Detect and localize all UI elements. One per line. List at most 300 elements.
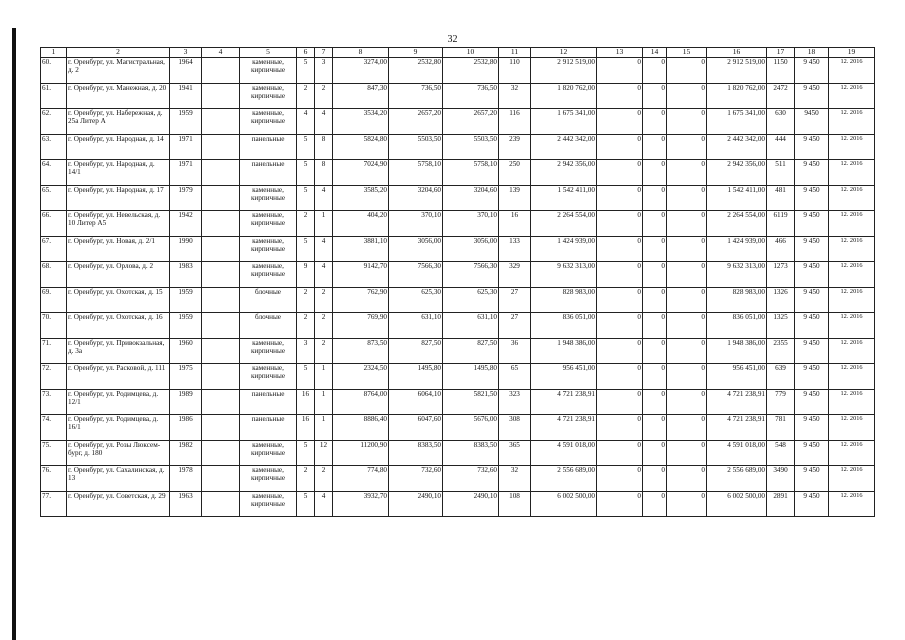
column-13-cell: 0 [597,389,643,415]
row-number: 64. [41,160,67,186]
column-4-cell [202,389,240,415]
column-12-cell: 2 912 519,00 [531,58,597,84]
column-11-cell: 65 [499,364,531,390]
floors-cell: 5 [297,58,315,84]
column-9-cell: 625,30 [389,287,443,313]
entrances-cell: 1 [315,415,333,441]
column-10-cell: 5758,10 [443,160,499,186]
column-8-cell: 7024,90 [333,160,389,186]
address-cell: г. Оренбург, ул. Расковой, д. 111 [67,364,170,390]
column-13-cell: 0 [597,134,643,160]
floors-cell: 5 [297,440,315,466]
column-9-cell: 2657,20 [389,109,443,135]
column-15-cell: 0 [667,415,707,441]
column-header-16: 16 [707,48,767,58]
column-18-cell: 9 450 [795,160,829,186]
column-4-cell [202,236,240,262]
column-13-cell: 0 [597,83,643,109]
entrances-cell: 8 [315,134,333,160]
row-number: 77. [41,491,67,517]
column-18-cell: 9450 [795,109,829,135]
entrances-cell: 4 [315,185,333,211]
floors-cell: 5 [297,236,315,262]
column-14-cell: 0 [643,313,667,339]
row-number: 76. [41,466,67,492]
column-19-cell: 12. 2016 [829,211,875,237]
column-14-cell: 0 [643,262,667,288]
column-9-cell: 1495,80 [389,364,443,390]
entrances-cell: 2 [315,83,333,109]
column-12-cell: 956 451,00 [531,364,597,390]
row-number: 66. [41,211,67,237]
table-row [41,313,875,339]
year-built-cell: 1978 [170,466,202,492]
column-19-cell: 12. 2016 [829,83,875,109]
column-11-cell: 16 [499,211,531,237]
column-12-cell: 828 983,00 [531,287,597,313]
column-8-cell: 3932,70 [333,491,389,517]
column-14-cell: 0 [643,466,667,492]
column-14-cell: 0 [643,364,667,390]
column-12-cell: 4 721 238,91 [531,389,597,415]
column-18-cell: 9 450 [795,236,829,262]
column-19-cell: 12. 2016 [829,440,875,466]
column-8-cell: 404,20 [333,211,389,237]
column-12-cell: 2 556 689,00 [531,466,597,492]
row-number: 61. [41,83,67,109]
column-header-6: 6 [297,48,315,58]
column-14-cell: 0 [643,440,667,466]
column-header-9: 9 [389,48,443,58]
column-16-cell: 4 591 018,00 [707,440,767,466]
column-10-cell: 1495,80 [443,364,499,390]
column-9-cell: 7566,30 [389,262,443,288]
column-17-cell: 2355 [767,338,795,364]
year-built-cell: 1959 [170,313,202,339]
column-4-cell [202,134,240,160]
column-18-cell: 9 450 [795,134,829,160]
column-8-cell: 774,80 [333,466,389,492]
row-number: 62. [41,109,67,135]
column-8-cell: 3274,00 [333,58,389,84]
column-14-cell: 0 [643,287,667,313]
column-16-cell: 2 264 554,00 [707,211,767,237]
column-18-cell: 9 450 [795,466,829,492]
wall-material-cell: каменные, кирпичные [240,185,297,211]
column-19-cell: 12. 2016 [829,491,875,517]
row-number: 67. [41,236,67,262]
column-13-cell: 0 [597,491,643,517]
address-cell: г. Оренбург, ул. Народная, д. 14 [67,134,170,160]
entrances-cell: 1 [315,389,333,415]
column-14-cell: 0 [643,109,667,135]
column-16-cell: 9 632 313,00 [707,262,767,288]
column-15-cell: 0 [667,491,707,517]
column-14-cell: 0 [643,415,667,441]
column-16-cell: 2 912 519,00 [707,58,767,84]
year-built-cell: 1986 [170,415,202,441]
column-header-2: 2 [67,48,170,58]
row-number: 74. [41,415,67,441]
column-17-cell: 3490 [767,466,795,492]
column-9-cell: 370,10 [389,211,443,237]
column-19-cell: 12. 2016 [829,466,875,492]
year-built-cell: 1971 [170,134,202,160]
column-18-cell: 9 450 [795,211,829,237]
year-built-cell: 1964 [170,58,202,84]
wall-material-cell: каменные, кирпичные [240,262,297,288]
floors-cell: 9 [297,262,315,288]
column-14-cell: 0 [643,160,667,186]
year-built-cell: 1941 [170,83,202,109]
column-17-cell: 1273 [767,262,795,288]
floors-cell: 5 [297,491,315,517]
address-cell: г. Оренбург, ул. Невельская, д. 10 Литер А5 [67,211,170,237]
column-10-cell: 631,10 [443,313,499,339]
floors-cell: 2 [297,83,315,109]
year-built-cell: 1983 [170,262,202,288]
entrances-cell: 2 [315,313,333,339]
column-10-cell: 2657,20 [443,109,499,135]
column-15-cell: 0 [667,58,707,84]
column-19-cell: 12. 2016 [829,287,875,313]
entrances-cell: 2 [315,466,333,492]
column-13-cell: 0 [597,313,643,339]
column-16-cell: 828 983,00 [707,287,767,313]
column-11-cell: 323 [499,389,531,415]
column-header-11: 11 [499,48,531,58]
entrances-cell: 3 [315,58,333,84]
table-row [41,389,875,415]
column-18-cell: 9 450 [795,262,829,288]
column-8-cell: 873,50 [333,338,389,364]
column-18-cell: 9 450 [795,364,829,390]
column-17-cell: 481 [767,185,795,211]
column-10-cell: 370,10 [443,211,499,237]
column-15-cell: 0 [667,236,707,262]
entrances-cell: 8 [315,160,333,186]
entrances-cell: 12 [315,440,333,466]
table-row [41,83,875,109]
column-11-cell: 133 [499,236,531,262]
table-row [41,134,875,160]
floors-cell: 2 [297,287,315,313]
wall-material-cell: каменные, кирпичные [240,440,297,466]
column-9-cell: 5758,10 [389,160,443,186]
wall-material-cell: панельные [240,415,297,441]
table-row [41,185,875,211]
address-cell: г. Оренбург, ул. Родимцева, д. 12/1 [67,389,170,415]
row-number: 70. [41,313,67,339]
column-16-cell: 1 675 341,00 [707,109,767,135]
column-19-cell: 12. 2016 [829,160,875,186]
column-header-8: 8 [333,48,389,58]
column-18-cell: 9 450 [795,338,829,364]
row-number: 68. [41,262,67,288]
column-17-cell: 6119 [767,211,795,237]
row-number: 73. [41,389,67,415]
column-13-cell: 0 [597,262,643,288]
column-13-cell: 0 [597,364,643,390]
wall-material-cell: каменные, кирпичные [240,364,297,390]
address-cell: г. Оренбург, ул. Орлова, д. 2 [67,262,170,288]
address-cell: г. Оренбург, ул. Советская, д. 29 [67,491,170,517]
table-row [41,491,875,517]
column-number-header-row [41,48,875,58]
column-11-cell: 27 [499,313,531,339]
column-15-cell: 0 [667,466,707,492]
column-header-4: 4 [202,48,240,58]
column-13-cell: 0 [597,160,643,186]
column-18-cell: 9 450 [795,58,829,84]
column-8-cell: 762,90 [333,287,389,313]
column-13-cell: 0 [597,440,643,466]
column-header-15: 15 [667,48,707,58]
column-4-cell [202,466,240,492]
column-14-cell: 0 [643,185,667,211]
column-8-cell: 769,90 [333,313,389,339]
column-4-cell [202,83,240,109]
column-10-cell: 5821,50 [443,389,499,415]
table-row [41,440,875,466]
column-4-cell [202,440,240,466]
column-18-cell: 9 450 [795,185,829,211]
column-10-cell: 5676,00 [443,415,499,441]
column-9-cell: 5503,50 [389,134,443,160]
column-16-cell: 4 721 238,91 [707,415,767,441]
column-15-cell: 0 [667,109,707,135]
column-16-cell: 2 942 356,00 [707,160,767,186]
column-19-cell: 12. 2016 [829,134,875,160]
column-9-cell: 8383,50 [389,440,443,466]
column-10-cell: 3056,00 [443,236,499,262]
year-built-cell: 1990 [170,236,202,262]
table-row [41,109,875,135]
column-16-cell: 836 051,00 [707,313,767,339]
column-header-19: 19 [829,48,875,58]
column-16-cell: 1 424 939,00 [707,236,767,262]
column-19-cell: 12. 2016 [829,364,875,390]
floors-cell: 16 [297,389,315,415]
wall-material-cell: каменные, кирпичные [240,109,297,135]
column-19-cell: 12. 2016 [829,262,875,288]
table-row [41,236,875,262]
column-17-cell: 444 [767,134,795,160]
column-8-cell: 3585,20 [333,185,389,211]
year-built-cell: 1942 [170,211,202,237]
table-row [41,287,875,313]
column-9-cell: 3056,00 [389,236,443,262]
column-4-cell [202,109,240,135]
address-cell: г. Оренбург, ул. Новая, д. 2/1 [67,236,170,262]
row-number: 65. [41,185,67,211]
column-12-cell: 9 632 313,00 [531,262,597,288]
column-18-cell: 9 450 [795,415,829,441]
row-number: 75. [41,440,67,466]
column-8-cell: 3881,10 [333,236,389,262]
column-header-3: 3 [170,48,202,58]
column-8-cell: 8764,00 [333,389,389,415]
entrances-cell: 2 [315,338,333,364]
column-15-cell: 0 [667,338,707,364]
entrances-cell: 4 [315,236,333,262]
column-11-cell: 32 [499,83,531,109]
column-15-cell: 0 [667,389,707,415]
entrances-cell: 1 [315,364,333,390]
column-17-cell: 1150 [767,58,795,84]
column-9-cell: 3204,60 [389,185,443,211]
address-cell: г. Оренбург, ул. Привокзальная, д. 3а [67,338,170,364]
column-8-cell: 5824,80 [333,134,389,160]
column-17-cell: 1326 [767,287,795,313]
wall-material-cell: каменные, кирпичные [240,211,297,237]
column-10-cell: 7566,30 [443,262,499,288]
column-14-cell: 0 [643,58,667,84]
entrances-cell: 4 [315,262,333,288]
column-4-cell [202,58,240,84]
column-13-cell: 0 [597,466,643,492]
floors-cell: 2 [297,466,315,492]
year-built-cell: 1963 [170,491,202,517]
column-8-cell: 9142,70 [333,262,389,288]
column-9-cell: 732,60 [389,466,443,492]
column-16-cell: 2 442 342,00 [707,134,767,160]
column-14-cell: 0 [643,491,667,517]
column-16-cell: 956 451,00 [707,364,767,390]
address-cell: г. Оренбург, ул. Народная, д. 17 [67,185,170,211]
row-number: 60. [41,58,67,84]
column-17-cell: 2472 [767,83,795,109]
column-13-cell: 0 [597,236,643,262]
column-header-13: 13 [597,48,643,58]
column-15-cell: 0 [667,83,707,109]
column-15-cell: 0 [667,364,707,390]
column-12-cell: 2 442 342,00 [531,134,597,160]
column-10-cell: 8383,50 [443,440,499,466]
column-8-cell: 11200,90 [333,440,389,466]
floors-cell: 4 [297,109,315,135]
column-13-cell: 0 [597,58,643,84]
column-header-17: 17 [767,48,795,58]
address-cell: г. Оренбург, ул. Розы Люксем-бург, д. 180 [67,440,170,466]
column-18-cell: 9 450 [795,313,829,339]
wall-material-cell: каменные, кирпичные [240,491,297,517]
column-14-cell: 0 [643,236,667,262]
wall-material-cell: блочные [240,287,297,313]
column-19-cell: 12. 2016 [829,109,875,135]
column-17-cell: 548 [767,440,795,466]
column-16-cell: 6 002 500,00 [707,491,767,517]
address-cell: г. Оренбург, ул. Народная, д. 14/1 [67,160,170,186]
column-11-cell: 308 [499,415,531,441]
table-row [41,58,875,84]
floors-cell: 5 [297,160,315,186]
table-row [41,415,875,441]
row-number: 63. [41,134,67,160]
entrances-cell: 4 [315,109,333,135]
column-19-cell: 12. 2016 [829,236,875,262]
column-18-cell: 9 450 [795,287,829,313]
column-10-cell: 3204,60 [443,185,499,211]
column-19-cell: 12. 2016 [829,58,875,84]
column-header-5: 5 [240,48,297,58]
table-row [41,466,875,492]
column-header-7: 7 [315,48,333,58]
column-11-cell: 139 [499,185,531,211]
table-row [41,364,875,390]
column-14-cell: 0 [643,338,667,364]
year-built-cell: 1982 [170,440,202,466]
column-19-cell: 12. 2016 [829,185,875,211]
column-13-cell: 0 [597,287,643,313]
column-4-cell [202,211,240,237]
column-12-cell: 1 542 411,00 [531,185,597,211]
column-16-cell: 1 820 762,00 [707,83,767,109]
row-number: 72. [41,364,67,390]
wall-material-cell: блочные [240,313,297,339]
entrances-cell: 2 [315,287,333,313]
column-13-cell: 0 [597,109,643,135]
column-15-cell: 0 [667,287,707,313]
year-built-cell: 1960 [170,338,202,364]
column-12-cell: 2 264 554,00 [531,211,597,237]
year-built-cell: 1989 [170,389,202,415]
column-4-cell [202,287,240,313]
column-17-cell: 630 [767,109,795,135]
column-header-1: 1 [41,48,67,58]
column-14-cell: 0 [643,211,667,237]
column-8-cell: 2324,50 [333,364,389,390]
wall-material-cell: каменные, кирпичные [240,338,297,364]
column-15-cell: 0 [667,185,707,211]
column-8-cell: 3534,20 [333,109,389,135]
column-19-cell: 12. 2016 [829,415,875,441]
floors-cell: 2 [297,211,315,237]
column-4-cell [202,491,240,517]
column-11-cell: 239 [499,134,531,160]
column-10-cell: 5503,50 [443,134,499,160]
floors-cell: 5 [297,185,315,211]
year-built-cell: 1975 [170,364,202,390]
column-12-cell: 2 942 356,00 [531,160,597,186]
column-4-cell [202,185,240,211]
year-built-cell: 1971 [170,160,202,186]
address-cell: г. Оренбург, ул. Охотская, д. 16 [67,313,170,339]
column-9-cell: 827,50 [389,338,443,364]
column-15-cell: 0 [667,211,707,237]
floors-cell: 5 [297,134,315,160]
floors-cell: 5 [297,364,315,390]
column-17-cell: 1325 [767,313,795,339]
column-9-cell: 2532,80 [389,58,443,84]
column-4-cell [202,415,240,441]
table-row [41,160,875,186]
row-number: 71. [41,338,67,364]
floors-cell: 2 [297,313,315,339]
year-built-cell: 1979 [170,185,202,211]
column-15-cell: 0 [667,134,707,160]
column-12-cell: 1 948 386,00 [531,338,597,364]
column-11-cell: 329 [499,262,531,288]
column-10-cell: 2490,10 [443,491,499,517]
entrances-cell: 4 [315,491,333,517]
table-row [41,262,875,288]
column-11-cell: 116 [499,109,531,135]
column-11-cell: 36 [499,338,531,364]
floors-cell: 3 [297,338,315,364]
column-8-cell: 847,30 [333,83,389,109]
column-18-cell: 9 450 [795,389,829,415]
